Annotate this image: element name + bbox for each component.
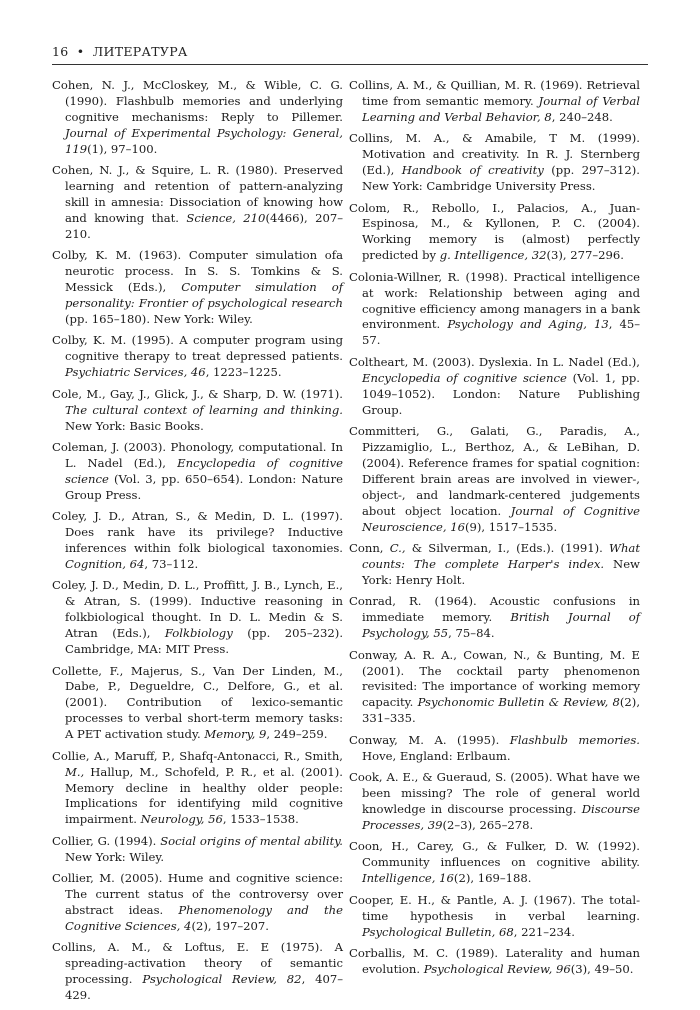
reference-italic: Discourse Processes, 39 [362,802,640,832]
reference-entry [349,270,640,350]
reference-italic: Flashbulb memories. [509,732,640,747]
reference-entry [349,355,640,419]
reference-entry [349,78,640,126]
reference-italic: What counts: The complete Harper's index. [362,541,640,571]
reference-entry [52,664,343,744]
reference-italic: g. Intelligence, 32 [439,248,547,263]
right-column [349,78,640,983]
reference-entry [349,946,640,978]
running-header [52,44,648,59]
reference-entry [52,749,343,829]
reference-text: New York: Wiley. [65,849,165,864]
reference-italic: M., [65,764,85,779]
reference-text: , 75–84. [448,626,495,641]
reference-text: Cooper, E. H., & Pantle, A. J. (1967). The total-time hypothesis in verbal learning. [349,892,640,923]
reference-text: Colby, K. M. (1995). A computer program using cognitive therapy to treat depressed patients. [52,333,343,364]
reference-text: New York: Henry Holt. [362,556,640,587]
reference-italic: Computer simulation of personality: Frontier of psychological research [65,280,343,310]
reference-italic: Encyclopedia of cognitive science [362,370,567,385]
reference-entry [52,163,343,243]
reference-text: (2), 169–188. [453,871,532,886]
reference-text: Conway, A. R. A., Cowan, N., & Bunting, M. E (2001). The cocktail party phenomenon revisited: The importance of working memory capacity. [349,647,640,710]
reference-text: , 249–259. [266,727,328,742]
reference-text: (2), 331–335. [362,695,640,726]
reference-entry [52,509,343,573]
reference-text: , 407–429. [65,972,344,1003]
reference-italic: Handbook of creativity [401,163,544,178]
reference-text: Cohen, N. J., McCloskey, M., & Wible, C. G. (1990). Flashbulb memories and underlying cognitive mechanisms: Reply to Pillemer. [52,78,343,124]
reference-italic: Intelligence, 16 [362,871,454,886]
reference-text: Corballis, M. C. (1989). Laterality and human evolution. [349,946,640,976]
reference-italic: Psychological Review, 96 [423,961,571,976]
reference-entry [349,733,640,765]
reference-italic: Folkbiology [164,626,233,641]
reference-text: Cole, M., Gay, J., Glick, J., & Sharp, D. W. (1971). [52,386,343,401]
reference-text: , 45–57. [362,317,640,348]
reference-italic: C., [389,541,406,556]
reference-entry [52,78,343,158]
reference-entry [349,648,640,728]
reference-entry [349,594,640,642]
left-column [52,78,343,1010]
reference-entry [349,839,640,887]
reference-italic: Encyclopedia of cognitive science [65,455,344,486]
reference-text: Cook, A. E., & Gueraud, S. (2005). What have we been missing? The role of general world knowledge in discourse processing. [349,770,640,816]
reference-text: (3), 49–50. [570,961,634,976]
reference-text: Collins, A. M., & Quillian, M. R. (1969). Retrieval time from semantic memory. [349,78,640,108]
reference-entry [349,424,640,535]
reference-entry [52,248,343,328]
reference-text: Coley, J. D., Medin, D. L., Proffitt, J. B., Lynch, E., & Atran, S. (1999). Inductive reasoning in folkbiological thought. In D. L. Medin & S. Atran (Eds.), [52,578,343,641]
reference-text: , 73–112. [144,556,199,571]
reference-text: (1), 97–100. [87,141,158,156]
reference-italic: Cognition, 64 [65,556,145,571]
reference-text: Conrad, R. (1964). Acoustic confusions in immediate memory. [349,594,640,625]
reference-text: (pp. 297–312). New York: Cambridge University Press. [362,163,640,194]
reference-text: (3), 277–296. [546,248,624,263]
reference-text: (Vol. 3, pp. 650–654). London: Nature Group Press. [65,471,343,502]
reference-text: Coltheart, M. (2003). Dyslexia. In L. Nadel (Ed.), [349,354,640,369]
reference-italic: The cultural context of learning and thinking. [65,402,343,417]
reference-italic: Psychiatric Services, 46 [65,365,206,380]
reference-text: Coleman, J. (2003). Phonology, computational. In L. Nadel (Ed.), [52,440,343,470]
reference-text: Committeri, G., Galati, G., Paradis, A., Pizzamiglio, L., Berthoz, A., & LeBihan, D. (2004). Reference frames for spatial cognition: Different brain areas are involved in viewer-, object-, and landmark-centered judgements about object location. [349,424,640,518]
reference-italic: Journal of Experimental Psychology: General, 119 [65,125,343,156]
reference-text: Conway, M. A. (1995). [349,732,510,747]
reference-text: Collier, G. (1994). [52,833,161,848]
reference-text: (2–3), 265–278. [442,817,534,832]
reference-text: Coley, J. D., Atran, S., & Medin, D. L. (1997). Does rank have its privilege? Inductive inferences within folk biological taxonomies. [52,509,343,556]
reference-italic: British Journal of Psychology, 55 [362,610,640,641]
section-title: ЛИТЕРАТУРА [92,44,188,59]
reference-text: , 221–234. [513,924,575,939]
reference-text: Collie, A., Maruff, P., Shafq-Antonacci, R., Smith, [52,748,343,763]
reference-text: Collette, F., Majerus, S., Van Der Linden, M., Dabe, P., Degueldre, C., Delfore, G., et al. (2001). Contribution of lexico-semantic processes to verbal short-term memory tasks: A PET activation study. [52,663,343,742]
reference-text: Hallup, M., Schofeld, P. R., et al. (2001). Memory decline in healthy older people: Implications for identifying mild cognitive impairment. [65,764,343,827]
reference-text: Conn, [349,541,390,556]
reference-text: & Silverman, I., (Eds.). (1991). [405,541,610,556]
reference-italic: Journal of Verbal Learning and Verbal Behavior, 8 [362,93,640,124]
reference-italic: Psychological Review, 82 [142,972,302,987]
reference-text: (Vol. 1, pp. 1049–1052). London: Nature Publishing Group. [362,370,640,417]
reference-entry [52,871,343,935]
reference-text: (pp. 205–232). Cambridge, MA: MIT Press. [65,626,343,657]
reference-entry [52,333,343,381]
reference-text: (9), 1517–1535. [464,519,558,534]
reference-entry [349,131,640,195]
reference-italic: Memory, 9 [204,727,267,742]
reference-text: , 1223–1225. [205,365,282,380]
reference-text: (4466), 207–210. [65,210,344,241]
reference-text: Colonia-Willner, R. (1998). Practical intelligence at work: Relationship between aging and cognitive efficiency among managers in a bank environment. [349,269,640,332]
reference-entry [349,201,640,265]
reference-text: Colom, R., Rebollo, I., Palacios, A., Juan-Espinosa, M., & Kyllonen, P. C. (2004). Working memory is (almost) perfectly predicted by [349,200,640,263]
reference-text: , 240–248. [551,109,613,124]
reference-italic: Social origins of mental ability. [160,833,343,848]
reference-entry [349,770,640,834]
reference-italic: Psychology and Aging, 13 [447,317,609,332]
reference-text: New York: Basic Books. [65,418,204,433]
reference-entry [52,440,343,504]
reference-entry [52,387,343,435]
reference-text: Hove, England: Erlbaum. [362,748,511,763]
header-rule [52,64,648,65]
reference-text: Coon, H., Carey, G., & Fulker, D. W. (1992). Community influences on cognitive ability. [349,839,640,870]
reference-entry [349,893,640,941]
reference-italic: Psychonomic Bulletin & Review, 8 [417,695,620,710]
page-number: 16 [52,44,69,59]
reference-italic: Phenomenology and the Cognitive Sciences, 4 [65,903,343,933]
reference-text: Colby, K. M. (1963). Computer simulation ofa neurotic process. In S. S. Tomkins & S. Messick (Eds.), [52,248,343,295]
reference-text: Collins, M. A., & Amabile, T M. (1999). Motivation and creativity. In R. J. Sternberg (Ed.), [349,131,640,178]
reference-entry [52,834,343,866]
reference-entry [52,578,343,658]
header-separator: • [76,44,85,59]
reference-italic: Science, 210 [186,210,266,225]
reference-text: (pp. 165–180). New York: Wiley. [65,311,253,326]
reference-text: , 1533–1538. [222,812,299,827]
reference-italic: Journal of Cognitive Neuroscience, 16 [362,503,640,534]
reference-text: Collier, M. (2005). Hume and cognitive science: The current status of the controversy over abstract ideas. [52,871,343,918]
reference-text: Collins, A. M., & Loftus, E. E (1975). A spreading-activation theory of semantic processing. [52,940,343,987]
reference-entry [52,940,343,1004]
reference-entry [349,541,640,589]
reference-text: Cohen, N. J., & Squire, L. R. (1980). Preserved learning and retention of pattern-analyzing skill in amnesia: Dissociation of knowing how and knowing that. [52,163,343,225]
reference-text: (2), 197–207. [191,918,269,933]
reference-italic: Neurology, 56 [140,812,223,827]
reference-italic: Psychological Bulletin, 68 [362,924,514,939]
